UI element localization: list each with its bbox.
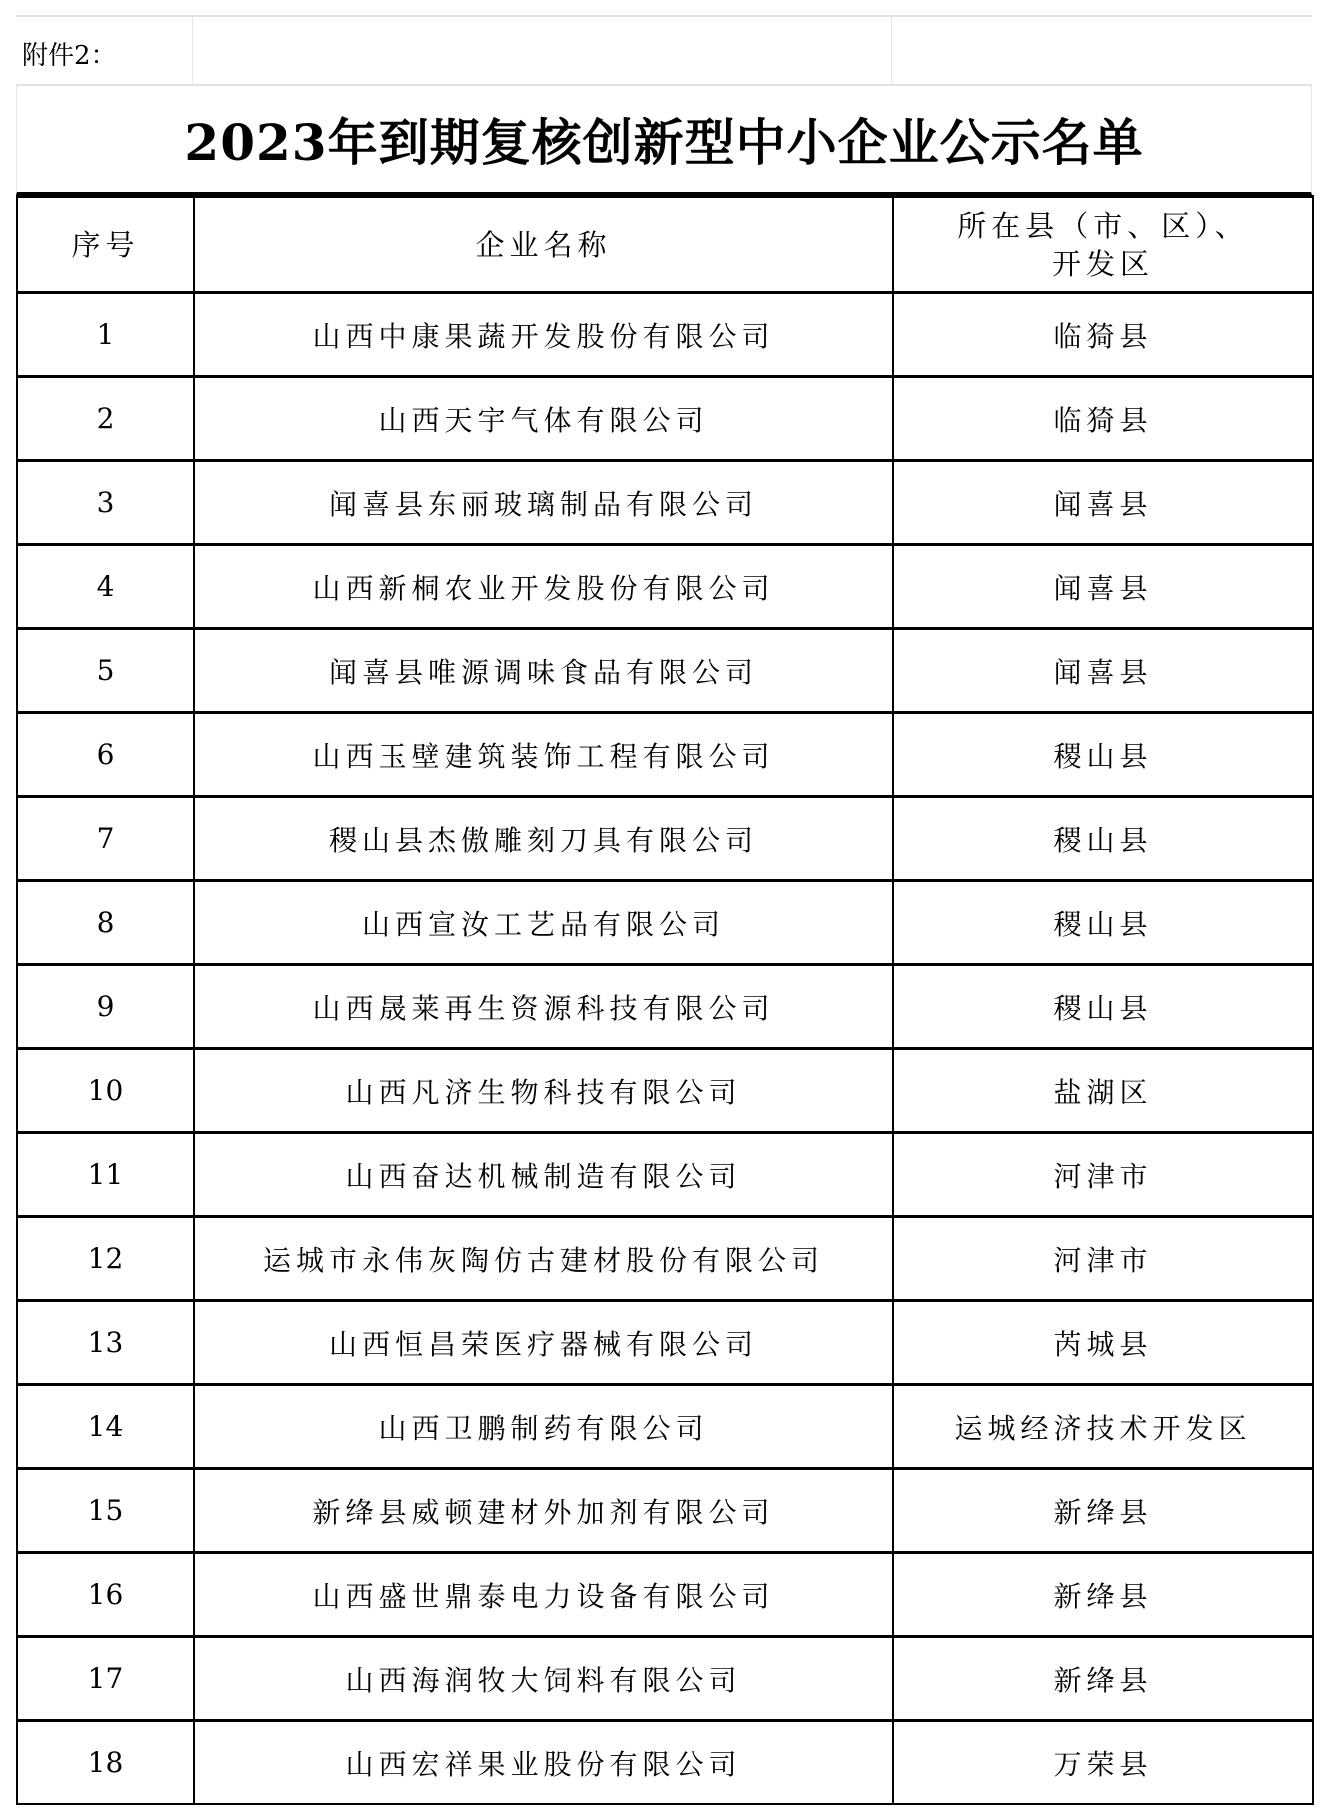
cell-seq: 1 [17,293,194,377]
column-divider [192,17,193,84]
table-row [17,965,1313,1049]
cell-company: 山西宏祥果业股份有限公司 [194,1721,893,1805]
cell-company: 山西凡济生物科技有限公司 [194,1049,893,1133]
cell-seq: 17 [17,1637,194,1721]
table-row [17,1469,1313,1553]
cell-company: 山西卫鹏制药有限公司 [194,1385,893,1469]
cell-location: 盐湖区 [893,1049,1313,1133]
table-row [17,1217,1313,1301]
cell-seq: 8 [17,881,194,965]
cell-seq: 12 [17,1217,194,1301]
cell-seq: 2 [17,377,194,461]
table-row [17,1721,1313,1805]
cell-location: 芮城县 [893,1301,1313,1385]
cell-location: 稷山县 [893,797,1313,881]
cell-seq: 7 [17,797,194,881]
cell-seq: 9 [17,965,194,1049]
table-row [17,713,1313,797]
cell-company: 山西海润牧大饲料有限公司 [194,1637,893,1721]
cell-seq: 6 [17,713,194,797]
cell-company: 山西天宇气体有限公司 [194,377,893,461]
page-title: 2023年到期复核创新型中小企业公示名单 [184,113,1144,172]
cell-location: 新绛县 [893,1637,1313,1721]
document-sheet [16,15,1312,1805]
table-row [17,545,1313,629]
header-seq: 序号 [17,197,194,293]
table-row [17,293,1313,377]
cell-seq: 5 [17,629,194,713]
cell-company: 山西中康果蔬开发股份有限公司 [194,293,893,377]
cell-location: 稷山县 [893,881,1313,965]
cell-seq: 18 [17,1721,194,1805]
cell-company: 山西玉壁建筑装饰工程有限公司 [194,713,893,797]
table-row [17,1553,1313,1637]
cell-location: 运城经济技术开发区 [893,1385,1313,1469]
table-row [17,1637,1313,1721]
cell-location: 闻喜县 [893,461,1313,545]
cell-location: 临猗县 [893,377,1313,461]
attachment-row [16,15,1312,86]
cell-seq: 3 [17,461,194,545]
cell-location: 临猗县 [893,293,1313,377]
cell-company: 闻喜县东丽玻璃制品有限公司 [194,461,893,545]
attachment-label: 附件2： [22,41,117,71]
cell-location: 河津市 [893,1133,1313,1217]
table-row [17,797,1313,881]
header-location-line1: 所在县（市、区）、 [957,208,1249,243]
header-location [893,197,1313,293]
table-row [17,1301,1313,1385]
title-row [16,86,1312,195]
cell-seq: 10 [17,1049,194,1133]
cell-company: 新绛县威顿建材外加剂有限公司 [194,1469,893,1553]
cell-company: 运城市永伟灰陶仿古建材股份有限公司 [194,1217,893,1301]
cell-seq: 4 [17,545,194,629]
table-row [17,1049,1313,1133]
cell-company: 山西盛世鼎泰电力设备有限公司 [194,1553,893,1637]
table-row [17,461,1313,545]
cell-company: 山西新桐农业开发股份有限公司 [194,545,893,629]
company-table [16,195,1314,1805]
cell-seq: 15 [17,1469,194,1553]
cell-company: 稷山县杰傲雕刻刀具有限公司 [194,797,893,881]
table-row [17,1133,1313,1217]
column-divider [891,17,892,84]
cell-company: 山西恒昌荣医疗器械有限公司 [194,1301,893,1385]
header-company: 企业名称 [194,197,893,293]
header-location-line2: 开发区 [1051,246,1154,281]
cell-company: 山西晟莱再生资源科技有限公司 [194,965,893,1049]
cell-location: 闻喜县 [893,629,1313,713]
table-row [17,377,1313,461]
cell-seq: 11 [17,1133,194,1217]
cell-seq: 14 [17,1385,194,1469]
cell-location: 万荣县 [893,1721,1313,1805]
cell-company: 山西奋达机械制造有限公司 [194,1133,893,1217]
cell-company: 闻喜县唯源调味食品有限公司 [194,629,893,713]
table-row [17,629,1313,713]
cell-seq: 13 [17,1301,194,1385]
cell-company: 山西宣汝工艺品有限公司 [194,881,893,965]
table-row [17,881,1313,965]
cell-seq: 16 [17,1553,194,1637]
table-row [17,1385,1313,1469]
cell-location: 稷山县 [893,713,1313,797]
cell-location: 稷山县 [893,965,1313,1049]
cell-location: 闻喜县 [893,545,1313,629]
cell-location: 新绛县 [893,1553,1313,1637]
cell-location: 新绛县 [893,1469,1313,1553]
table-header-row [17,197,1313,293]
cell-location: 河津市 [893,1217,1313,1301]
